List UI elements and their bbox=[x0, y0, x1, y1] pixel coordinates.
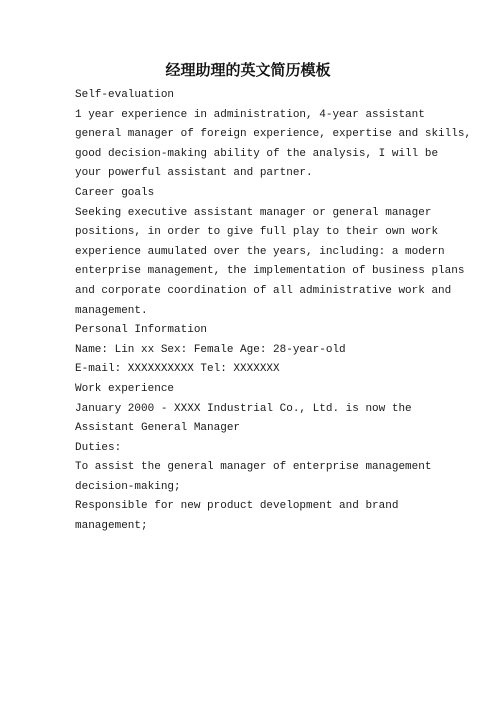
section-heading-work-experience: Work experience bbox=[75, 382, 175, 395]
paragraph-line: and corporate coordination of all administrative work and bbox=[75, 284, 452, 297]
contact-info-line: E-mail: XXXXXXXXXX Tel: XXXXXXX bbox=[75, 363, 280, 376]
section-heading-career-goals: Career goals bbox=[75, 186, 155, 199]
paragraph-line: positions, in order to give full play to their own work bbox=[75, 226, 439, 239]
paragraph-line: 1 year experience in administration, 4-year assistant bbox=[75, 108, 425, 121]
duty-line: decision-making; bbox=[75, 480, 181, 493]
duties-label: Duties: bbox=[75, 441, 122, 454]
duty-line: To assist the general manager of enterprise management bbox=[75, 461, 432, 474]
section-heading-self-evaluation: Self-evaluation bbox=[75, 89, 175, 101]
paragraph-line: Seeking executive assistant manager or general manager bbox=[75, 206, 432, 219]
paragraph-line: good decision-making ability of the analysis, I will be bbox=[75, 147, 439, 160]
paragraph-line: enterprise management, the implementation of business plans bbox=[75, 265, 465, 278]
document-body bbox=[75, 86, 472, 537]
personal-info-line: Name: Lin xx Sex: Female Age: 28-year-old bbox=[75, 343, 346, 356]
duty-line: Responsible for new product development and brand bbox=[75, 500, 399, 513]
paragraph-line: experience aumulated over the years, including: a modern bbox=[75, 245, 445, 258]
paragraph-line: your powerful assistant and partner. bbox=[75, 167, 313, 180]
paragraph-line: January 2000 - XXXX Industrial Co., Ltd. is now the bbox=[75, 402, 412, 415]
document-title: 经理助理的英文简历模板 bbox=[165, 61, 331, 79]
paragraph-line: management. bbox=[75, 304, 148, 317]
duty-line: management; bbox=[75, 520, 148, 533]
section-heading-personal-information: Personal Information bbox=[75, 324, 208, 337]
paragraph-line: general manager of foreign experience, expertise and skills, bbox=[75, 128, 472, 141]
paragraph-line: Assistant General Manager bbox=[75, 422, 241, 435]
